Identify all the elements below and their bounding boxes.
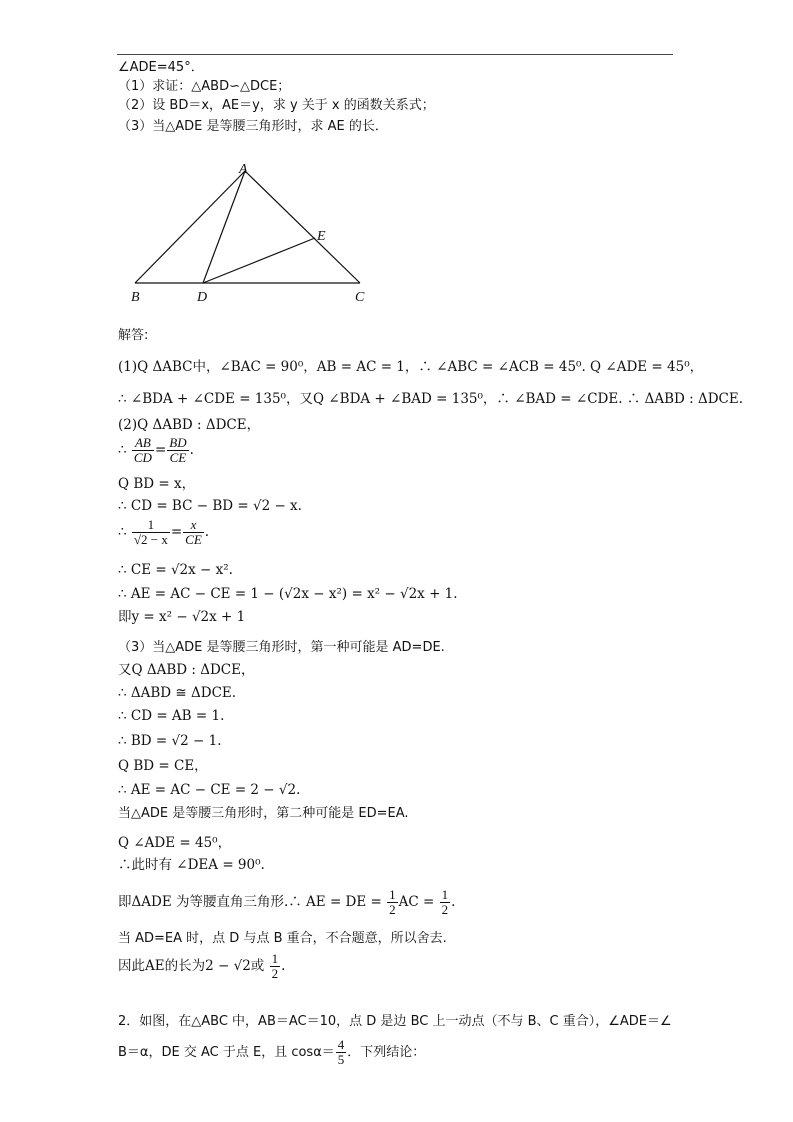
solution-line-23: 因此AE的长为2 − √2或 $\frac{1}{2}$ .	[118, 951, 286, 981]
fraction-bd-over-ce: $\frac{BD}{CE}$	[169, 435, 187, 465]
solution-line-2: ∴ ∠BDA + ∠CDE = 135⁰，又Q ∠BDA + ∠BAD = 135⁰，∴ ∠BAD = ∠CDE. ∴ ΔABD : ΔDCE.	[118, 391, 744, 407]
solution-line-3: (2)Q ΔABD : ΔDCE，	[118, 417, 261, 433]
vertex-label-D: D	[197, 290, 208, 305]
fraction-one-half-a: $\frac{1}{2}$	[389, 887, 396, 917]
vertex-label-B: B	[131, 290, 140, 305]
fraction-one-over-root2-minus-x: $\frac{1}{√2 - x}$	[133, 517, 168, 547]
solution-line-16: Q BD = CE，	[118, 758, 208, 774]
solution-line-8: ∴ CE = √2x − x².	[118, 562, 233, 578]
solution-line-21: 即ΔADE 为等腰直角三角形.∴ AE = DE = $\frac{1}{2}$ AC = $\frac{1}{2}$ .	[118, 887, 456, 917]
top-rule	[117, 54, 673, 55]
problem1-question-1: （1）求证：△ABD∽△DCE；	[118, 79, 291, 94]
solution-line-20: ∴此时有 ∠DEA = 90⁰.	[118, 857, 265, 873]
solution-line-15: ∴ BD = √2 − 1.	[118, 733, 222, 749]
segment-DE	[203, 238, 315, 283]
fraction-ab-over-cd: $\frac{AB}{CD}$	[133, 435, 152, 465]
vertex-label-E: E	[317, 229, 326, 244]
solution-line-9: ∴ AE = AC − CE = 1 − (√2x − x²) = x² − √2x + 1.	[118, 586, 458, 602]
solution-line-4: ∴ $\frac{AB}{CD}$ = $\frac{BD}{CE}$ .	[118, 435, 194, 465]
solution-line-19: Q ∠ADE = 45⁰，	[118, 835, 232, 851]
problem2-line-2: B＝α，DE 交 AC 于点 E，且 cosα＝ $\frac{4}{5}$ ．下列结论：	[118, 1037, 426, 1067]
solution-line-1: (1)Q ΔABC中，∠BAC = 90⁰，AB = AC = 1，∴ ∠ABC = ∠ACB = 45⁰. Q ∠ADE = 45⁰，	[118, 359, 704, 375]
solution-line-6: ∴ CD = BC − BD = √2 − x.	[118, 498, 302, 514]
segment-AC	[245, 171, 360, 283]
fraction-one-half-b: $\frac{1}{2}$	[441, 887, 449, 917]
fraction-one-half-c: $\frac{1}{2}$	[271, 951, 279, 981]
problem2-line-1: 2．如图，在△ABC 中，AB＝AC＝10，点 D 是边 BC 上一动点（不与 B、C 重合），∠ADE＝∠	[118, 1014, 672, 1029]
vertex-label-A: A	[239, 162, 248, 177]
problem1-question-3: （3）当△ADE 是等腰三角形时，求 AE 的长．	[118, 119, 388, 134]
fraction-x-over-ce: $\frac{x}{CE}$	[185, 517, 202, 547]
solution-line-18: 当△ADE 是等腰三角形时，第二种可能是 ED=EA.	[118, 806, 409, 821]
problem1-header-line: ∠ADE=45°．	[118, 60, 204, 75]
segment-AB	[135, 171, 245, 283]
solution-line-11: （3）当△ADE 是等腰三角形时，第一种可能是 AD=DE.	[118, 640, 445, 655]
vertex-label-C: C	[355, 290, 365, 305]
solution-line-7: ∴ $\frac{1}{√2 - x}$ = $\frac{x}{CE}$ .	[118, 517, 210, 547]
problem1-question-2: （2）设 BD＝x，AE＝y，求 y 关于 x 的函数关系式；	[118, 98, 435, 113]
solution-line-12: 又Q ΔABD : ΔDCE，	[118, 662, 255, 678]
solution-line-13: ∴ ΔABD ≅ ΔDCE.	[118, 685, 237, 701]
solution-line-5: Q BD = x，	[118, 476, 196, 492]
solution-heading: 解答:	[118, 328, 149, 343]
segment-AD	[203, 171, 245, 283]
solution-line-22: 当 AD=EA 时，点 D 与点 B 重合，不合题意，所以舍去.	[118, 931, 447, 946]
solution-line-14: ∴ CD = AB = 1.	[118, 708, 225, 724]
solution-line-17: ∴ AE = AC − CE = 2 − √2.	[118, 782, 301, 798]
triangle-figure	[120, 155, 380, 310]
solution-line-10: 即y = x² − √2x + 1	[118, 609, 246, 625]
fraction-four-fifths: $\frac{4}{5}$	[337, 1037, 345, 1067]
